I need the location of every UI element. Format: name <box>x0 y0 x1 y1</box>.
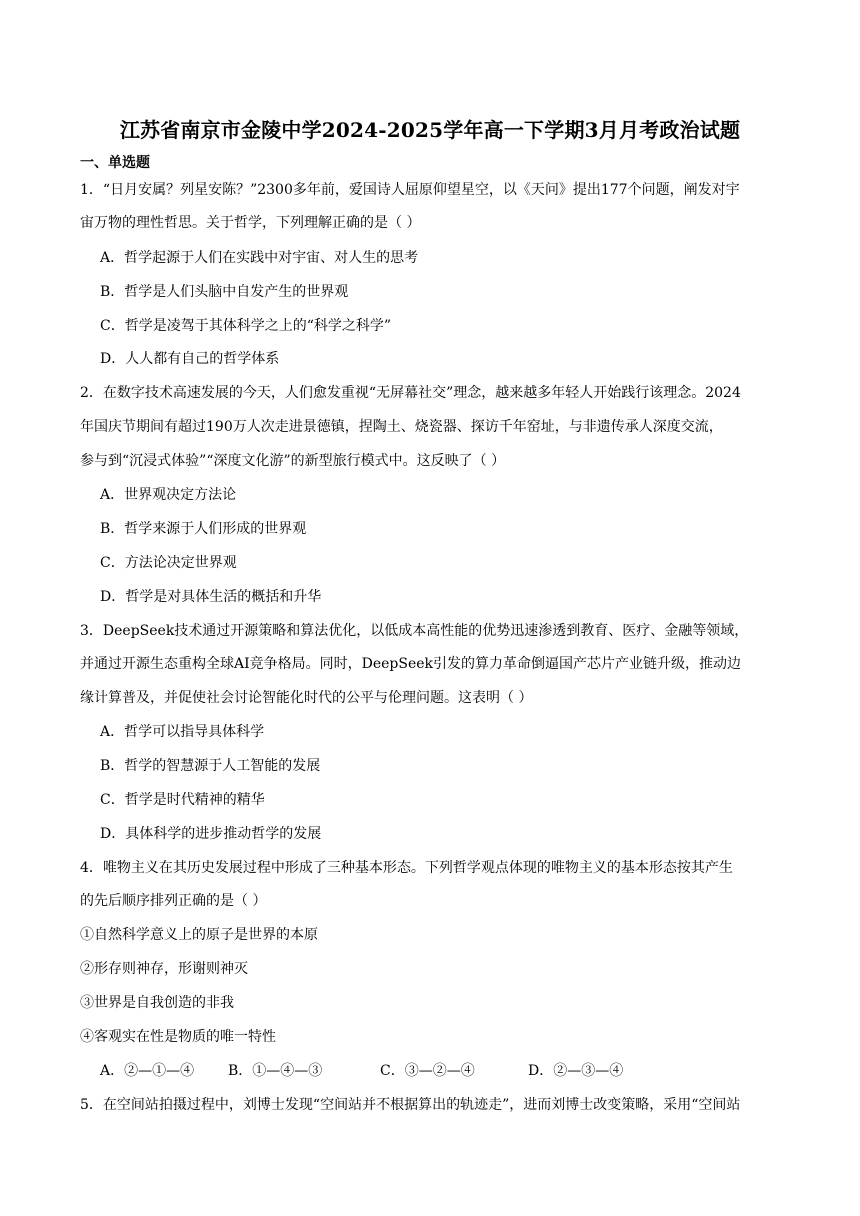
question-1-line-1: 1．“日月安属？列星安陈？”2300多年前，爱国诗人屈原仰望星空，以《天问》提出177个问题，阐发对宇 <box>80 182 740 198</box>
question-3-line-2: 并通过开源生态重构全球AI竞争格局。同时，DeepSeek引发的算力革命倒逼国产芯片产业链升级，推动边 <box>80 656 742 672</box>
question-3-option-a: A．哲学可以指导具体科学 <box>100 724 265 740</box>
question-3-line-1: 3．DeepSeek技术通过开源策略和算法优化，以低成本高性能的优势迅速渗透到教育、医疗、金融等领域， <box>80 623 749 639</box>
question-2-line-1: 2．在数字技术高速发展的今天，人们愈发重视“无屏幕社交”理念，越来越多年轻人开始践行该理念。2024 <box>80 385 741 401</box>
question-4-statement-4: ④客观实在性是物质的唯一特性 <box>80 1029 276 1045</box>
question-2-option-c: C．方法论决定世界观 <box>100 555 237 571</box>
question-2-line-2: 年国庆节期间有超过190万人次走进景德镇，捏陶土、烧瓷器、探访千年窑址，与非遗传承人深度交流， <box>80 419 723 435</box>
question-3-line-3: 缘计算普及，并促使社会讨论智能化时代的公平与伦理问题。这表明（ ） <box>80 690 533 706</box>
question-4-option-b: B．①—④—③ <box>228 1063 323 1079</box>
question-4-statement-3: ③世界是自我创造的非我 <box>80 995 234 1011</box>
question-4-option-c: C．③—②—④ <box>380 1063 475 1079</box>
question-4-option-a: A．②—①—④ <box>100 1063 195 1079</box>
page-title: 江苏省南京市金陵中学2024-2025学年高一下学期3月月考政治试题 <box>119 118 741 142</box>
question-3-option-c: C．哲学是时代精神的精华 <box>100 792 265 808</box>
question-4-statement-2: ②形存则神存，形谢则神灭 <box>80 961 248 977</box>
section-heading: 一、单选题 <box>80 155 150 171</box>
question-4-line-1: 4．唯物主义在其历史发展过程中形成了三种基本形态。下列哲学观点体现的唯物主义的基本形态按其产生 <box>80 860 733 876</box>
question-2-line-3: 参与到“沉浸式体验”“深度文化游”的新型旅行模式中。这反映了（ ） <box>80 453 506 469</box>
question-4-statement-1: ①自然科学意义上的原子是世界的本原 <box>80 927 318 943</box>
question-4-option-d: D．②—③—④ <box>528 1063 624 1079</box>
question-1-option-a: A．哲学起源于人们在实践中对宇宙、对人生的思考 <box>100 250 419 266</box>
question-3-option-d: D．具体科学的进步推动哲学的发展 <box>100 826 322 842</box>
question-2-option-b: B．哲学来源于人们形成的世界观 <box>100 521 307 537</box>
question-1-option-d: D．人人都有自己的哲学体系 <box>100 351 280 367</box>
question-1-option-c: C．哲学是凌驾于其体科学之上的“科学之科学” <box>100 318 392 334</box>
question-4-line-2: 的先后顺序排列正确的是（ ） <box>80 893 267 909</box>
question-1-option-b: B．哲学是人们头脑中自发产生的世界观 <box>100 284 349 300</box>
question-2-option-d: D．哲学是对具体生活的概括和升华 <box>100 589 322 605</box>
question-2-option-a: A．世界观决定方法论 <box>100 487 237 503</box>
question-5-line-1: 5．在空间站拍摄过程中，刘博士发现“空间站并不根据算出的轨迹走”，进而刘博士改变策略，采用“空间站 <box>80 1097 741 1113</box>
question-3-option-b: B．哲学的智慧源于人工智能的发展 <box>100 758 321 774</box>
question-1-line-2: 宙万物的理性哲思。关于哲学，下列理解正确的是（ ） <box>80 215 421 231</box>
